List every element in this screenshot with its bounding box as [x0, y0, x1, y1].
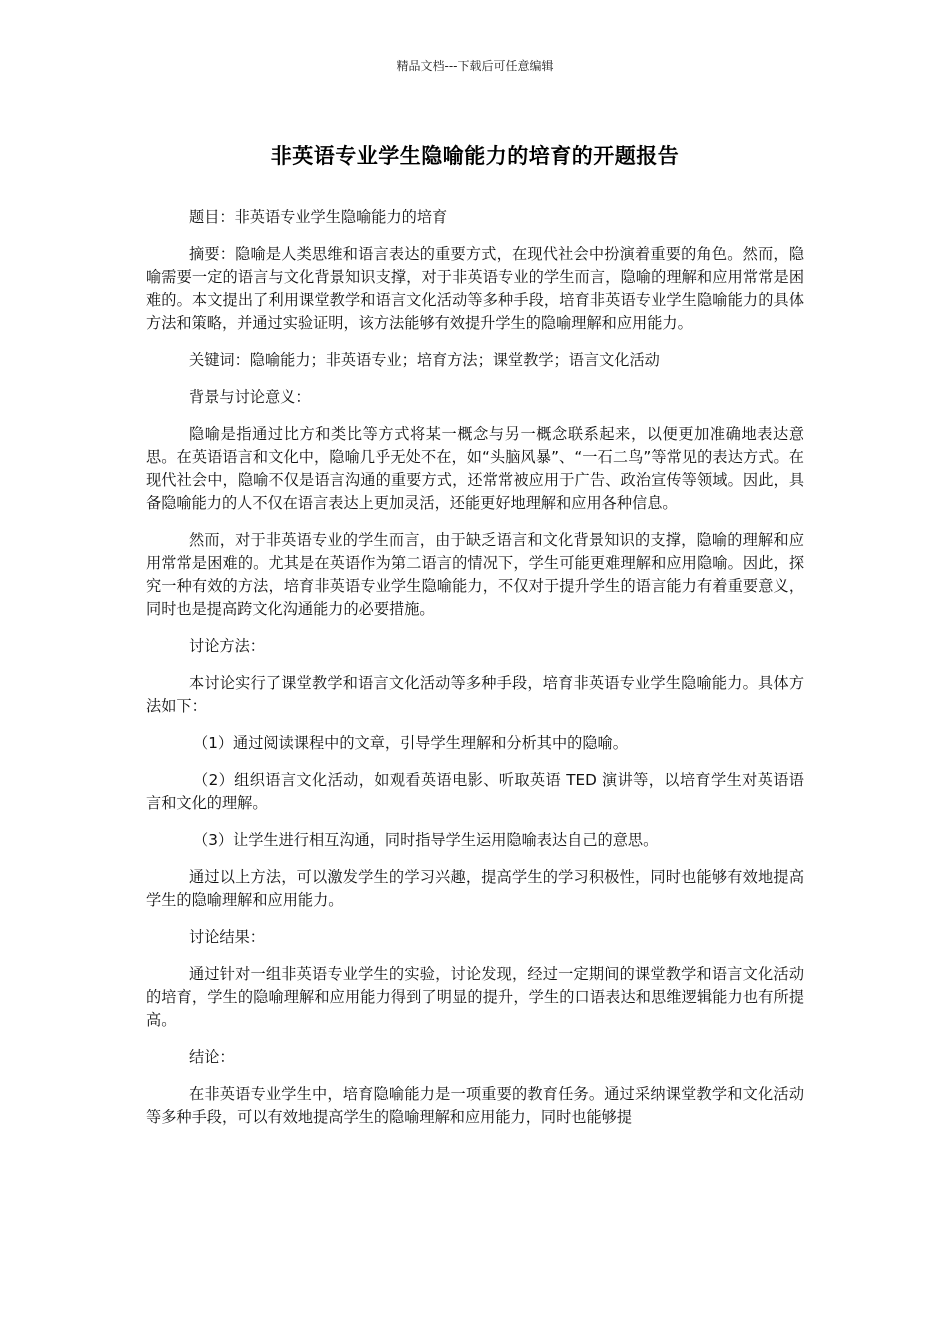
conclusion-heading: 结论： [189, 1048, 235, 1066]
results-heading: 讨论结果： [189, 928, 265, 946]
background-paragraph-1: 隐喻是指通过比方和类比等方式将某一概念与另一概念联系起来，以便更加准确地表达意思。在英语语言和文化中，隐喻几乎无处不在，如“头脑风暴”、“一石二鸟”等常见的表达方式。在现代社会中，隐喻不仅是语言沟通的重要方式，还常常被应用于广告、政治宣传等领域。因此，具备隐喻能力的人不仅在语言表达上更加灵活，还能更好地理解和应用各种信息。 [146, 425, 804, 512]
conclusion-paragraph: 在非英语专业学生中，培育隐喻能力是一项重要的教育任务。通过采纳课堂教学和文化活动等多种手段，可以有效地提高学生的隐喻理解和应用能力，同时也能够提 [146, 1085, 804, 1126]
topic-line: 题目：非英语专业学生隐喻能力的培育 [189, 208, 448, 226]
results-paragraph: 通过针对一组非英语专业学生的实验，讨论发现，经过一定期间的课堂教学和语言文化活动的培育，学生的隐喻理解和应用能力得到了明显的提升，学生的口语表达和思维逻辑能力也有所提高。 [146, 965, 804, 1029]
method-item-3: （3）让学生进行相互沟通，同时指导学生运用隐喻表达自己的意思。 [193, 831, 659, 849]
document-title: 非英语专业学生隐喻能力的培育的开题报告 [270, 144, 680, 168]
abstract-paragraph: 摘要：隐喻是人类思维和语言表达的重要方式，在现代社会中扮演着重要的角色。然而，隐喻需要一定的语言与文化背景知识支撑，对于非英语专业的学生而言，隐喻的理解和应用常常是困难的。本文提出了利用课堂教学和语言文化活动等多种手段，培育非英语专业学生隐喻能力的具体方法和策略，并通过实验证明，该方法能够有效提升学生的隐喻理解和应用能力。 [146, 245, 804, 332]
method-summary: 通过以上方法，可以激发学生的学习兴趣，提高学生的学习积极性，同时也能够有效地提高学生的隐喻理解和应用能力。 [146, 868, 804, 909]
method-item-1: （1）通过阅读课程中的文章，引导学生理解和分析其中的隐喻。 [193, 734, 628, 752]
method-item-2: （2）组织语言文化活动，如观看英语电影、听取英语 TED 演讲等，以培育学生对英语语言和文化的理解。 [146, 771, 804, 812]
background-paragraph-2: 然而，对于非英语专业的学生而言，由于缺乏语言和文化背景知识的支撑，隐喻的理解和应用常常是困难的。尤其是在英语作为第二语言的情况下，学生可能更难理解和应用隐喻。因此，探究一种有效的方法，培育非英语专业学生隐喻能力，不仅对于提升学生的语言能力有着重要意义，同时也是提高跨文化沟通能力的必要措施。 [146, 531, 804, 618]
method-intro: 本讨论实行了课堂教学和语言文化活动等多种手段，培育非英语专业学生隐喻能力。具体方法如下： [146, 674, 804, 715]
document-body [146, 206, 804, 1143]
background-heading: 背景与讨论意义： [189, 388, 311, 406]
page-header: 精品文档---下载后可任意编辑 [396, 59, 554, 73]
method-heading: 讨论方法： [189, 637, 265, 655]
keywords-line: 关键词：隐喻能力；非英语专业；培育方法；课堂教学；语言文化活动 [189, 351, 660, 369]
